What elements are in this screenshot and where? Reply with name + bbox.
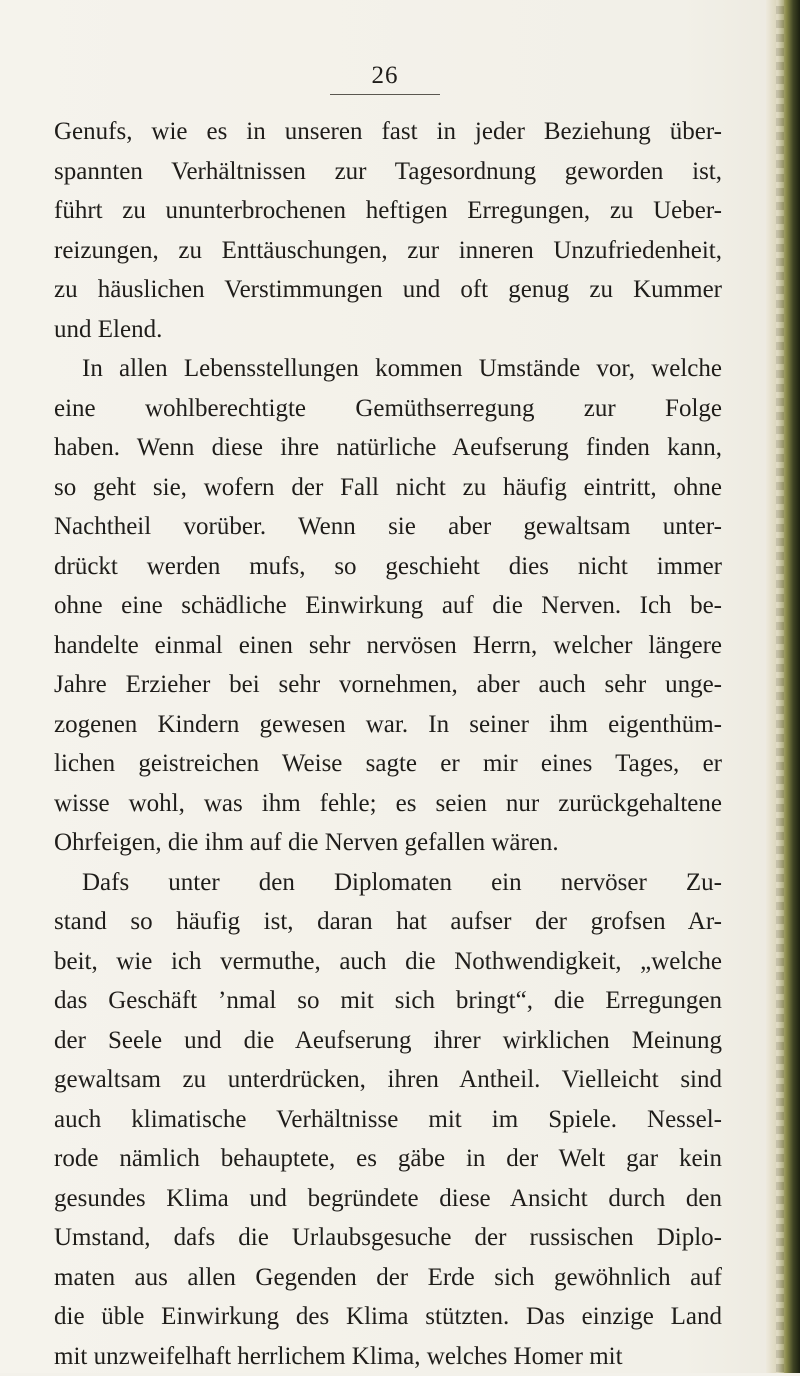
text-line: lichen geistreichen Weise sagte er mir eines Tages, er (54, 744, 722, 784)
text-line: ohne eine schädliche Einwirkung auf die Nerven. Ich be- (54, 586, 722, 626)
text-line: zu häuslichen Verstimmungen und oft genug zu Kummer (54, 270, 722, 310)
text-line: das Geschäft ’nmal so mit sich bringt“, die Erregungen (54, 981, 722, 1021)
text-line: Jahre Erzieher bei sehr vornehmen, aber auch sehr unge- (54, 665, 722, 705)
page-number: 26 (330, 58, 440, 95)
text-line: zogenen Kindern gewesen war. In seiner ihm eigenthüm- (54, 705, 722, 745)
text-line: maten aus allen Gegenden der Erde sich gewöhnlich auf (54, 1258, 722, 1298)
text-line: handelte einmal einen sehr nervösen Herrn, welcher längere (54, 626, 722, 666)
text-line: Ohrfeigen, die ihm auf die Nerven gefallen wären. (54, 823, 722, 863)
body-text (54, 112, 722, 1376)
text-line: so geht sie, wofern der Fall nicht zu häufig eintritt, ohne (54, 468, 722, 508)
text-line: die üble Einwirkung des Klima stützten. Das einzige Land (54, 1297, 722, 1337)
text-line: und Elend. (54, 310, 722, 350)
text-line: gewaltsam zu unterdrücken, ihren Antheil. Vielleicht sind (54, 1060, 722, 1100)
text-line: beit, wie ich vermuthe, auch die Nothwendigkeit, „welche (54, 942, 722, 982)
text-line: haben. Wenn diese ihre natürliche Aeufserung finden kann, (54, 428, 722, 468)
text-line: der Seele und die Aeufserung ihrer wirklichen Meinung (54, 1021, 722, 1061)
text-line: spannten Verhältnissen zur Tagesordnung geworden ist, (54, 152, 722, 192)
text-line: Genufs, wie es in unseren fast in jeder Beziehung über- (54, 112, 722, 152)
book-binding-edge (766, 0, 800, 1373)
text-line: wisse wohl, was ihm fehle; es seien nur zurückgehaltene (54, 784, 722, 824)
text-line: reizungen, zu Enttäuschungen, zur inneren Unzufriedenheit, (54, 231, 722, 271)
text-line: mit unzweifelhaft herrlichem Klima, welches Homer mit (54, 1337, 722, 1376)
text-line: Umstand, dafs die Urlaubsgesuche der russischen Diplo- (54, 1218, 722, 1258)
text-line: eine wohlberechtigte Gemüthserregung zur Folge (54, 389, 722, 429)
text-line: rode nämlich behauptete, es gäbe in der Welt gar kein (54, 1139, 722, 1179)
text-line: auch klimatische Verhältnisse mit im Spiele. Nessel- (54, 1100, 722, 1140)
text-line: gesundes Klima und begründete diese Ansicht durch den (54, 1179, 722, 1219)
text-line: Dafs unter den Diplomaten ein nervöser Zu- (54, 863, 722, 903)
text-line: führt zu ununterbrochenen heftigen Erregungen, zu Ueber- (54, 191, 722, 231)
text-line: Nachtheil vorüber. Wenn sie aber gewaltsam unter- (54, 507, 722, 547)
text-line: stand so häufig ist, daran hat aufser der grofsen Ar- (54, 902, 722, 942)
text-line: drückt werden mufs, so geschieht dies nicht immer (54, 547, 722, 587)
text-line: In allen Lebensstellungen kommen Umstände vor, welche (54, 349, 722, 389)
